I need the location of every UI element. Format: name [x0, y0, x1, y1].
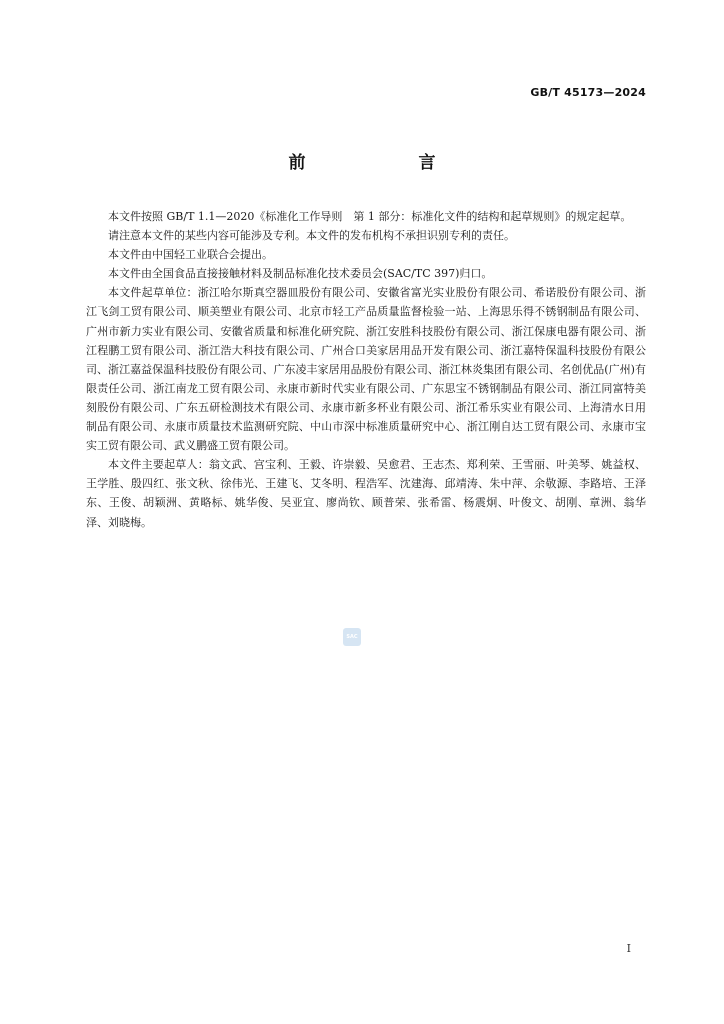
paragraph-drafting-rules: 本文件按照 GB/T 1.1—2020《标准化工作导则 第 1 部分：标准化文件的结构和起草规则》的规定起草。: [108, 210, 632, 223]
page-title: 前 言: [288, 153, 484, 173]
foreword-body: [86, 207, 646, 532]
paragraph-main-drafters: 本文件主要起草人：翁文武、宫宝利、王毅、许崇毅、吴愈君、王志杰、郑利荣、王雪丽、叶美琴、姚益权、王学胜、殷四红、张文秋、徐伟光、王建飞、艾冬明、程浩军、沈建海、邱靖涛、朱中萍、余敬源、李路培、王泽东、王俊、胡颖洲、黄略标、姚华俊、吴亚宜、廖尚钦、顾普荣、张希雷、杨震炯、叶俊文、胡刚、章洲、翁华泽、刘晓梅。: [86, 458, 646, 529]
standard-code-header: GB/T 45173—2024: [530, 86, 646, 99]
paragraph-proposed-by: 本文件由中国轻工业联合会提出。: [108, 248, 273, 262]
sac-watermark-logo: SAC: [343, 628, 361, 646]
page-number: I: [626, 942, 631, 955]
paragraph-under-jurisdiction: 本文件由全国食品直接接触材料及制品标准化技术委员会(SAC/TC 397)归口。: [108, 267, 493, 281]
paragraph-patent-notice: 请注意本文件的某些内容可能涉及专利。本文件的发布机构不承担识别专利的责任。: [108, 229, 515, 243]
paragraph-drafting-organizations: 本文件起草单位：浙江哈尔斯真空器皿股份有限公司、安徽省富光实业股份有限公司、希诺股份有限公司、浙江飞剑工贸有限公司、顺美塑业有限公司、北京市轻工产品质量监督检验一站、上海思乐得不锈钢制品有限公司、广州市新力实业有限公司、安徽省质量和标准化研究院、浙江安胜科技股份有限公司、浙江保康电器有限公司、浙江程鹏工贸有限公司、浙江浩大科技有限公司、广州合口美家居用品开发有限公司、浙江嘉特保温科技股份有限公司、浙江嘉益保温科技股份有限公司、广东凌丰家居用品股份有限公司、浙江林炎集团有限公司、名创优品(广州)有限责任公司、浙江南龙工贸有限公司、永康市新时代实业有限公司、广东思宝不锈钢制品有限公司、浙江同富特美刻股份有限公司、广东五研检测技术有限公司、永康市新多杯业有限公司、浙江希乐实业有限公司、上海清水日用制品有限公司、永康市质量技术监测研究院、中山市深中标准质量研究中心、浙江刚自达工贸有限公司、永康市宝实工贸有限公司、武义鹏盛工贸有限公司。: [86, 286, 646, 453]
